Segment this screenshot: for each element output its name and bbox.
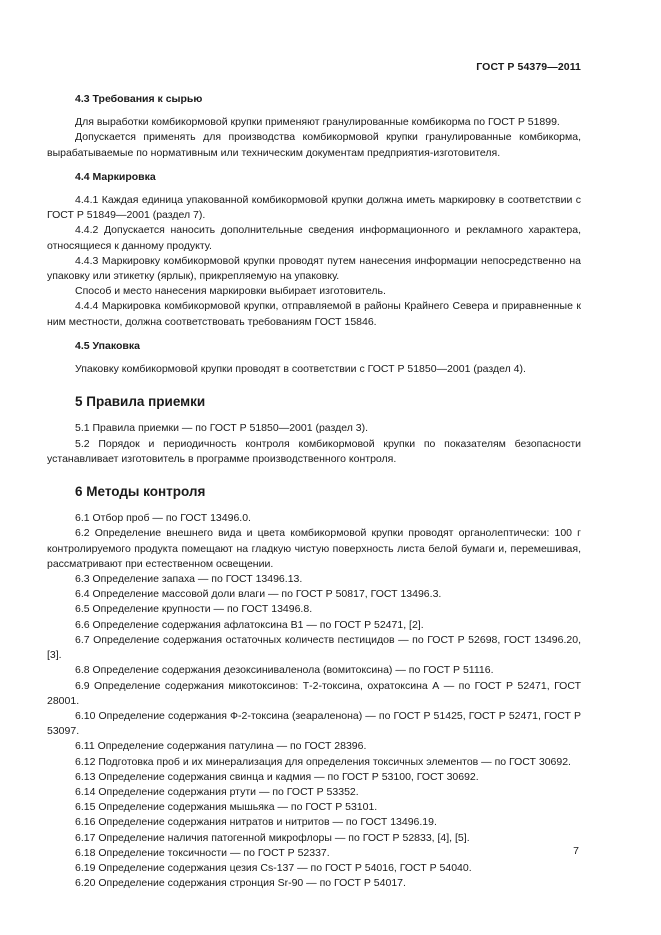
list-item: 6.17 Определение наличия патогенной микрофлоры — по ГОСТ Р 52833, [4], [5]. xyxy=(75,831,470,844)
paragraph: Для выработки комбикормовой крупки применяют гранулированные комбикорма по ГОСТ Р 51899. xyxy=(75,116,560,129)
paragraph: 4.4.3 Маркировку комбикормовой крупки проводят путем нанесения информации непосредственно на упаковку или этикетку (ярлык), прикрепляемую на упаковку. xyxy=(47,254,581,283)
paragraph: 4.4.1 Каждая единица упакованной комбикормовой крупки должна иметь маркировку в соответствии с ГОСТ Р 51849—2001 (раздел 7). xyxy=(47,194,581,222)
list-item: 6.15 Определение содержания мышьяка — по ГОСТ Р 53101. xyxy=(75,801,378,814)
paragraph: 4.4.4 Маркировка комбикормовой крупки, отправляемой в районы Крайнего Севера и приравненные к ним местности, должна соответствовать требованиям ГОСТ 15846. xyxy=(47,300,581,328)
list-item: 6.12 Подготовка проб и их минерализация для определения токсичных элементов — по ГОСТ 30692. xyxy=(75,755,571,768)
list-item: 6.11 Определение содержания патулина — по ГОСТ 28396. xyxy=(75,740,367,753)
list-item: 6.16 Определение содержания нитратов и нитритов — по ГОСТ 13496.19. xyxy=(75,816,437,829)
list-item: 6.6 Определение содержания афлатоксина В1 — по ГОСТ Р 52471, [2]. xyxy=(75,618,424,631)
list-item: 6.8 Определение содержания дезоксиниваленола (вомитоксина) — по ГОСТ Р 51116. xyxy=(75,664,494,677)
subsection-title-marking: 4.4 Маркировка xyxy=(75,170,156,183)
list-item: 6.10 Определение содержания Ф-2-токсина (зеараленона) — по ГОСТ Р 51425, ГОСТ Р 52471, ГОСТ Р 53097. xyxy=(47,709,581,738)
section-title-acceptance-rules: 5 Правила приемки xyxy=(75,394,206,410)
list-item: 6.1 Отбор проб — по ГОСТ 13496.0. xyxy=(75,512,251,525)
subsection-title-packaging: 4.5 Упаковка xyxy=(75,339,140,352)
list-item: 6.19 Определение содержания цезия Cs-137 — по ГОСТ Р 54016, ГОСТ Р 54040. xyxy=(75,861,472,874)
list-item: 6.3 Определение запаха — по ГОСТ 13496.13. xyxy=(75,573,303,586)
paragraph: Способ и место нанесения маркировки выбирает изготовитель. xyxy=(75,285,386,298)
section-title-control-methods: 6 Методы контроля xyxy=(75,484,206,500)
list-item: 6.2 Определение внешнего вида и цвета комбикормовой крупки проводят органолептически: 100 г контролируемого продукта помещают на гладкую чистую поверхность листа белой бумаги и, перемешивая, рассматривают при естественном освещении. xyxy=(47,527,581,570)
list-item: 6.7 Определение содержания остаточных количеств пестицидов — по ГОСТ Р 52698, ГОСТ 13496.20, [3]. xyxy=(47,633,581,662)
document-body xyxy=(47,92,581,891)
list-item: 6.13 Определение содержания свинца и кадмия — по ГОСТ Р 53100, ГОСТ 30692. xyxy=(75,770,479,783)
list-item: 6.4 Определение массовой доли влаги — по ГОСТ Р 50817, ГОСТ 13496.3. xyxy=(75,588,442,601)
paragraph: 5.1 Правила приемки — по ГОСТ Р 51850—2001 (раздел 3). xyxy=(75,422,369,435)
list-item: 6.9 Определение содержания микотоксинов: Т-2-токсина, охратоксина А — по ГОСТ Р 52471, ГОСТ 28001. xyxy=(47,679,581,707)
control-methods-list xyxy=(47,511,581,891)
list-item: 6.5 Определение крупности — по ГОСТ 13496.8. xyxy=(75,603,313,616)
list-item: 6.20 Определение содержания стронция Sr-90 — по ГОСТ Р 54017. xyxy=(75,877,406,890)
list-item: 6.14 Определение содержания ртути — по ГОСТ Р 53352. xyxy=(75,785,359,798)
paragraph: Допускается применять для производства комбикормовой крупки гранулированные комбикорма, вырабатываемые по нормативным или техническим документам предприятия-изготовителя. xyxy=(47,131,581,159)
document-code: ГОСТ Р 54379—2011 xyxy=(476,61,581,73)
paragraph: 4.4.2 Допускается наносить дополнительные сведения информационного и рекламного характера, относящиеся к данному продукту. xyxy=(47,224,581,252)
paragraph: 5.2 Порядок и периодичность контроля комбикормовой крупки по показателям безопасности устанавливает изготовитель в программе производственного контроля. xyxy=(47,437,581,465)
paragraph: Упаковку комбикормовой крупки проводят в соответствии с ГОСТ Р 51850—2001 (раздел 4). xyxy=(75,363,526,376)
list-item: 6.18 Определение токсичности — по ГОСТ Р 52337. xyxy=(75,846,330,859)
subsection-title-raw-materials: 4.3 Требования к сырью xyxy=(75,93,203,105)
page-number: 7 xyxy=(573,845,579,857)
